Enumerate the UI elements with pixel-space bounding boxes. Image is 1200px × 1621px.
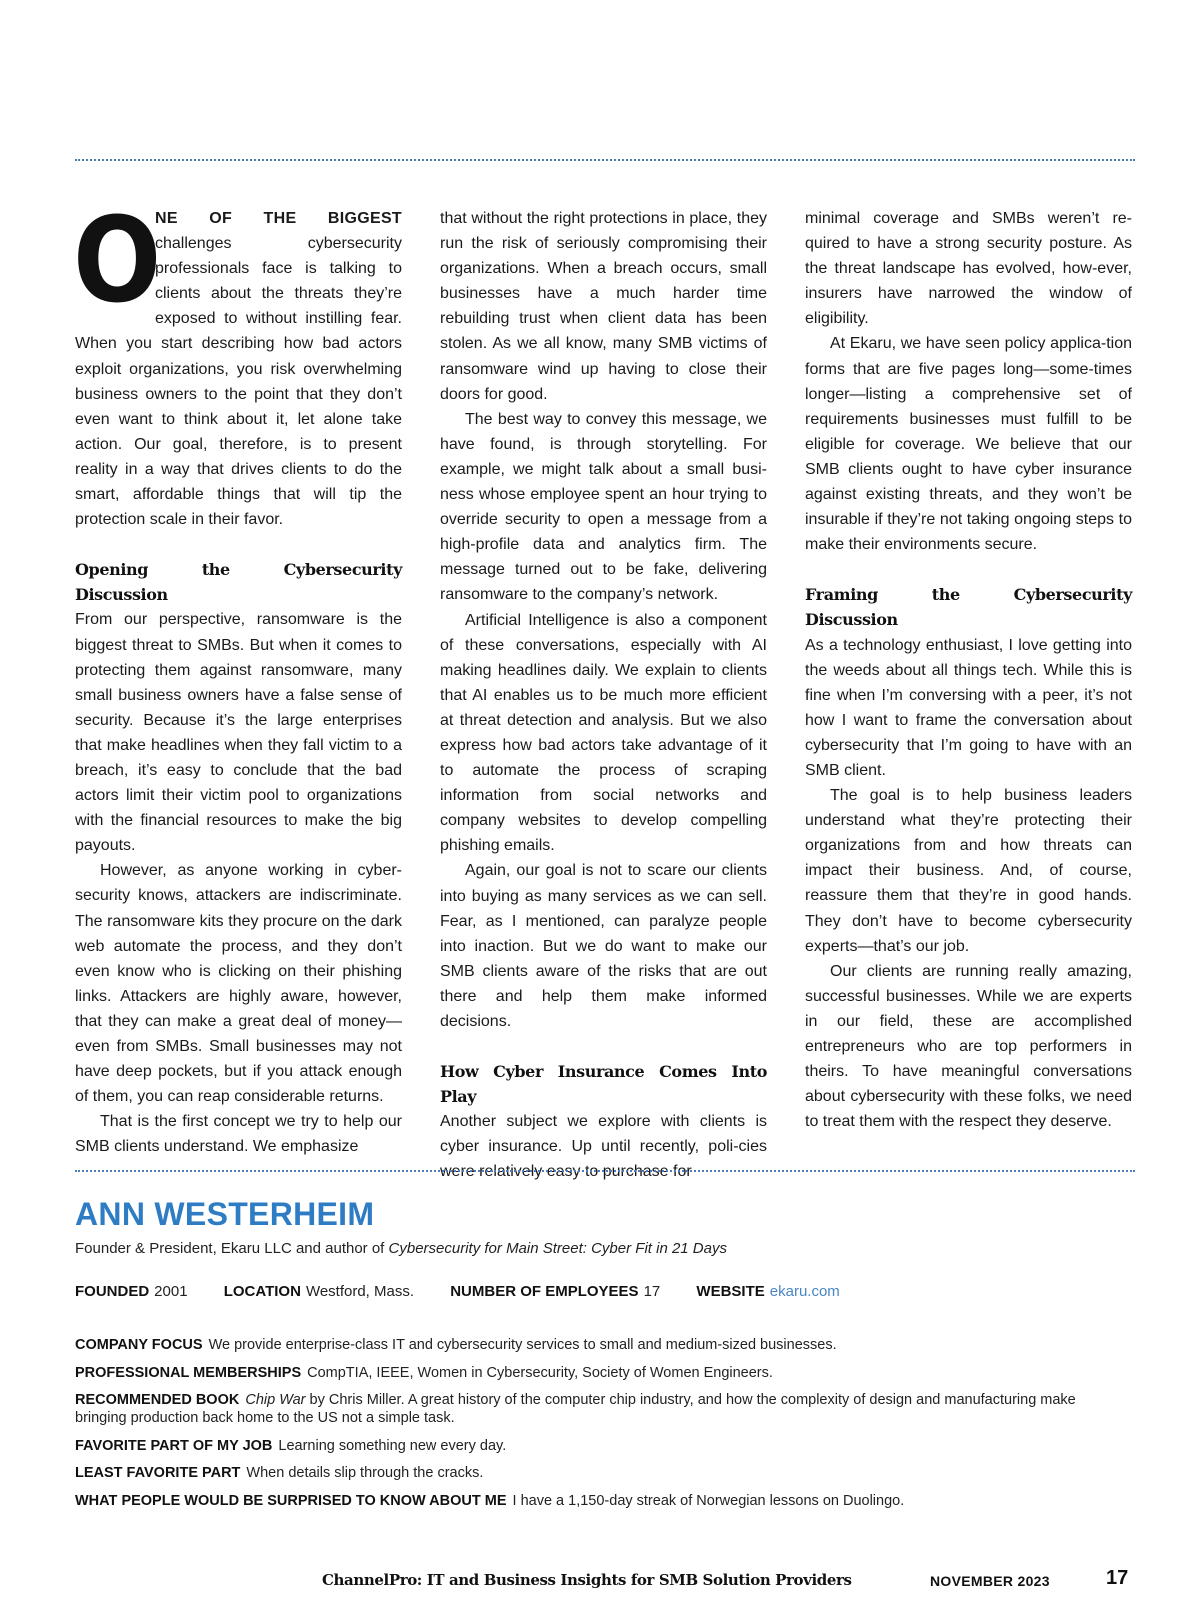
detail-label: WHAT PEOPLE WOULD BE SURPRISED TO KNOW ABOUT ME [75,1492,507,1509]
detail-least-favorite [75,1464,1085,1482]
book-title: Cybersecurity for Main Street: Cyber Fit in 21 Days [388,1240,727,1257]
profile-title [75,1240,727,1257]
fact-label: LOCATION [223,1283,301,1300]
paragraph: However, as anyone working in cyber-security knows, attackers are indiscriminate. The ransomware kits they procure on the dark web automate the process, and they don’t even know who is clicking on their phishing links. Attackers are highly aware, however, that they can make a great deal of money—even from SMBs. Small businesses may not have deep pockets, but if you attack enough of them, you can reap considerable returns. [75,862,402,1106]
profile-facts [75,1283,872,1300]
website-link[interactable]: ekaru.com [769,1283,840,1300]
article-column-1 [73,191,402,1159]
detail-value: Learning something new every day. [278,1437,507,1454]
publication-name: ChannelPro: IT and Business Insights for SMB Solution Providers [322,1571,852,1589]
fact-label: FOUNDED [75,1283,150,1300]
fact-label: NUMBER OF EMPLOYEES [450,1283,639,1300]
detail-label: FAVORITE PART OF MY JOB [75,1437,273,1454]
page-number: 17 [1106,1567,1129,1589]
detail-value: When details slip through the cracks. [246,1465,484,1481]
detail-surprise [75,1492,1085,1510]
paragraph: As a technology enthusiast, I love getting into the weeds about all things tech. While this is fine when I’m conversing with a peer, it’s not how I want to frame the conversation about cybersecurity that I’m going to have with an SMB client. [805,636,1132,779]
paragraph: Artificial Intelligence is also a component of these conversations, especially with AI making headlines daily. We explain to clients that AI enables us to be much more efficient at threat detection and analysis. But we also express how bad actors take advantage of it to automate the process of scraping information from social networks and company websites to develop compelling phishing emails. [440,611,767,855]
recommended-book-title: Chip War [245,1392,306,1408]
paragraph: that without the right protections in place, they run the risk of seriously compromising their organizations. When a breach occurs, small businesses have a much harder time rebuilding trust when client data has been stolen. As we all know, many SMB victims of ransomware wind up having to close their doors for good. [440,210,767,403]
title-text: Founder & President, Ekaru LLC and author of [75,1240,389,1257]
paragraph: That is the first concept we try to help our SMB clients understand. We emphasize [75,1113,402,1156]
section-heading-framing: Framing the Cybersecurity Discussion [805,585,1132,630]
detail-label: COMPANY FOCUS [75,1337,203,1353]
section-heading-insurance: How Cyber Insurance Comes Into Play [440,1062,767,1107]
detail-favorite-part [75,1437,1085,1455]
fact-value: Westford, Mass. [305,1283,415,1300]
detail-label: PROFESSIONAL MEMBERSHIPS [75,1364,302,1381]
paragraph: At Ekaru, we have seen policy applica-tion forms that are five pages long—some-times longer—listing a comprehensive set of requirements businesses must fulfill to be eligible for coverage. We believe that our SMB clients ought to have cyber insurance against existing threats, and they won’t be insurable if they’re not taking ongoing steps to make their environments secure. [805,335,1132,554]
detail-value: I have a 1,150-day streak of Norwegian lessons on Duolingo. [512,1492,905,1509]
detail-value: CompTIA, IEEE, Women in Cybersecurity, Society of Women Engineers. [307,1364,773,1381]
article-column-3 [805,206,1132,1134]
top-divider [75,159,1135,161]
profile-name: ANN WESTERHEIM [75,1196,375,1232]
paragraph: The best way to convey this message, we have found, is through storytelling. For example, we might talk about a small busi-ness whose employee spent an hour trying to override security to open a message from a high-profile data and analytics firm. The message turned out to be fake, delivering ransomware to the company’s network. [440,410,767,604]
fact-value: 2001 [154,1283,188,1300]
fact-value: 17 [643,1283,661,1300]
detail-recommended-book [75,1391,1085,1427]
issue-date: NOVEMBER 2023 [930,1573,1050,1589]
paragraph: Our clients are running really amazing, successful businesses. While we are experts in our field, these are accomplished entrepreneurs who are top performers in theirs. To have meaningful conversations about cybersecurity with these folks, we need to treat them with the respect they deserve. [805,962,1132,1131]
lead-in: NE OF THE BIGGEST [155,210,402,227]
fact-founded [75,1283,188,1300]
detail-label: LEAST FAVORITE PART [75,1465,241,1481]
fact-employees [450,1283,660,1300]
page-footer [0,1567,1200,1597]
section-heading-opening: Opening the Cybersecurity Discussion [75,560,402,605]
fact-website [696,1283,839,1300]
profile-details [75,1336,1085,1519]
detail-value: by Chris Miller. A great history of the computer chip industry, and how the complexity of design and manufacturing make bringing production back home to the US not a simple task. [75,1392,1076,1426]
paragraph: The goal is to help business leaders understand what they’re protecting their organizations from and how threats can impact their business. And, of course, reassure them that they’re in good hands. They don’t have to become cybersecurity experts—that’s our job. [805,787,1132,955]
paragraph-text: challenges cybersecurity professionals face is talking to clients about the threats they’re exposed to without instilling fear. When you start describing how bad actors exploit organizations, you risk overwhelming business owners to the point that they don’t even want to think about it, let alone take action. Our goal, therefore, is to present reality in a way that drives clients to do the smart, affordable things that will tip the protection scale in their favor. [75,235,402,529]
paragraph: From our perspective, ransomware is the biggest threat to SMBs. But when it comes to protecting them against ransomware, many small business owners have a false sense of security. Because it’s the large enterprises that make headlines when they fall victim to a breach, it’s easy to conclude that the bad actors limit their victim pool to organizations with the financial resources to make the big payouts. [75,611,402,855]
paragraph: Again, our goal is not to scare our clients into buying as many services as we can sell. Fear, as I mentioned, can paralyze people into inaction. But we do want to make our SMB clients aware of the risks that are out there and help them make informed decisions. [440,862,767,1030]
paragraph: minimal coverage and SMBs weren’t re-quired to have a strong security posture. As the threat landscape has evolved, how-ever, insurers have narrowed the window of eligibility. [805,210,1132,328]
opening-paragraph [73,191,402,532]
article-column-2 [440,206,767,1185]
drop-cap: O [73,191,162,329]
fact-label: WEBSITE [696,1283,765,1300]
detail-memberships [75,1364,1085,1382]
detail-value: We provide enterprise-class IT and cybersecurity services to small and medium-sized businesses. [208,1337,837,1353]
detail-label: RECOMMENDED BOOK [75,1392,240,1408]
detail-company-focus [75,1336,1085,1354]
paragraph: Another subject we explore with clients is cyber insurance. Up until recently, poli-cies were relatively easy to purchase for [440,1113,767,1181]
fact-location [224,1283,414,1300]
bottom-divider [75,1170,1135,1172]
